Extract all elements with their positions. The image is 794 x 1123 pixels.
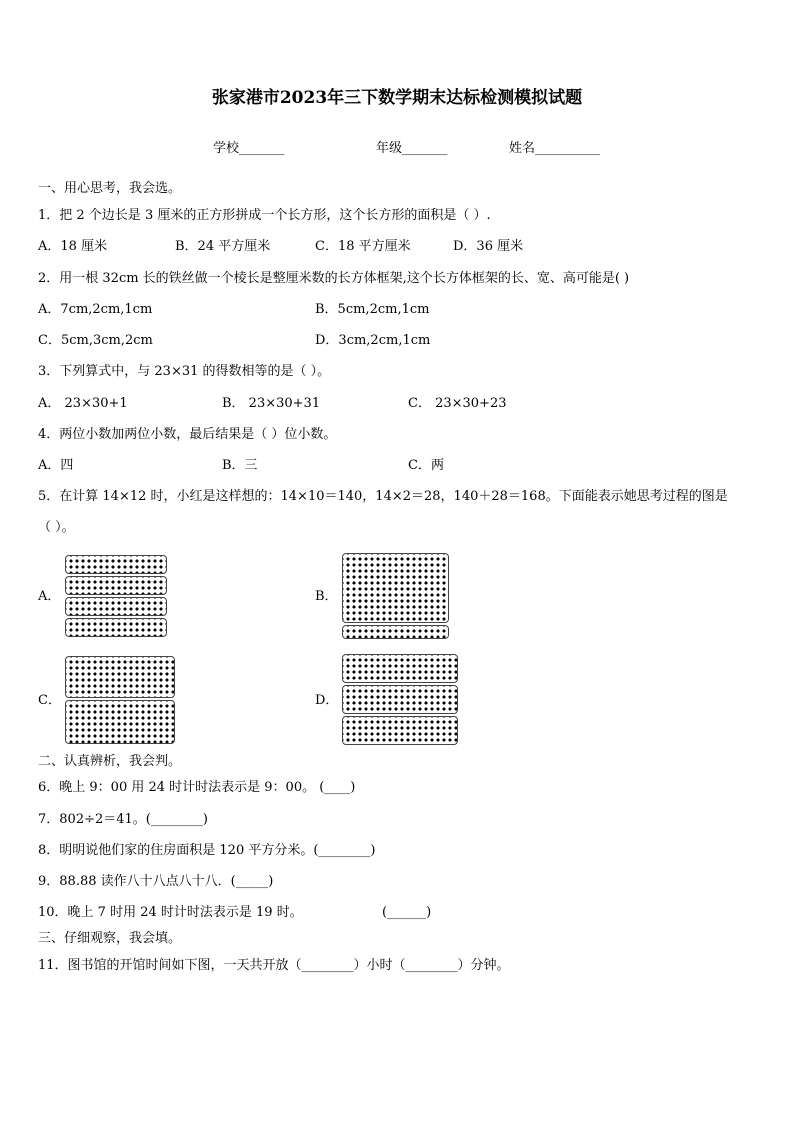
q5-stem: 5．在计算 14×12 时，小红是这样想的：14×10＝140，14×2＝28，140＋28＝168。下面能表示她思考过程的图是 [38, 489, 728, 504]
q1-option-a: A．18 厘米 [38, 239, 108, 254]
dot-block [342, 553, 449, 623]
page-title: 张家港市2023年三下数学期末达标检测模拟试题 [211, 88, 583, 108]
q3-option-c: C． 23×30+23 [408, 396, 507, 411]
q8: 8．明明说他们家的住房面积是 120 平方分米。(________) [38, 843, 376, 858]
q2-stem: 2．用一根 32cm 长的铁丝做一个棱长是整厘米数的长方体框架,这个长方体框架的长、宽、高可能是( ) [38, 271, 630, 286]
section-1-heading: 一、用心思考，我会选。 [38, 181, 182, 196]
school-field: 学校_______ [213, 141, 285, 156]
q3-stem: 3．下列算式中，与 23×31 的得数相等的是（ ）。 [38, 364, 331, 379]
q10: 10．晚上 7 时用 24 时计时法表示是 19 时。 [38, 905, 303, 920]
dot-strip [65, 618, 167, 637]
q4-option-c: C．两 [408, 458, 444, 473]
dot-strip [65, 555, 167, 574]
q5-option-d-label: D． [315, 693, 339, 708]
q4-stem: 4．两位小数加两位小数，最后结果是（ ）位小数。 [38, 427, 337, 442]
q3-option-a: A． 23×30+1 [38, 396, 128, 411]
q3-option-b: B． 23×30+31 [222, 396, 321, 411]
section-2-heading: 二、认真辨析，我会判。 [38, 754, 182, 769]
q1-option-d: D．36 厘米 [453, 239, 524, 254]
q7: 7．802÷2＝41。(________) [38, 812, 208, 827]
q5-stem-cont: （ ）。 [38, 520, 75, 535]
q6: 6．晚上 9：00 用 24 时计时法表示是 9：00。 (____) [38, 780, 356, 795]
q1-option-b: B．24 平方厘米 [175, 239, 271, 254]
dot-block [342, 716, 458, 745]
dot-strip [65, 576, 167, 595]
q2-option-a: A．7cm,2cm,1cm [38, 302, 153, 317]
dot-block [342, 654, 458, 683]
q5-option-a-label: A． [38, 589, 61, 604]
q2-option-d: D．3cm,2cm,1cm [315, 333, 431, 348]
q10-blank: (______) [382, 905, 432, 920]
dot-block [65, 656, 175, 698]
q5-option-c-label: C． [38, 693, 61, 708]
dot-block [342, 685, 458, 714]
dot-block [65, 700, 175, 744]
q1-option-c: C．18 平方厘米 [315, 239, 411, 254]
dot-strip [65, 597, 167, 616]
q9: 9．88.88 读作八十八点八十八．(_____) [38, 874, 274, 889]
q4-option-b: B．三 [222, 458, 258, 473]
grade-field: 年级_______ [376, 141, 448, 156]
q11: 11．图书馆的开馆时间如下图，一天共开放（________）小时（________）分钟。 [38, 958, 510, 973]
q1-stem: 1．把 2 个边长是 3 厘米的正方形拼成一个长方形，这个长方形的面积是（ ）. [38, 208, 491, 223]
section-3-heading: 三、仔细观察，我会填。 [38, 931, 182, 946]
name-field: 姓名__________ [509, 141, 601, 156]
q5-option-b-label: B． [315, 589, 338, 604]
q2-option-c: C．5cm,3cm,2cm [38, 333, 153, 348]
dot-strip [342, 625, 449, 639]
q2-option-b: B．5cm,2cm,1cm [315, 302, 430, 317]
q4-option-a: A．四 [38, 458, 74, 473]
